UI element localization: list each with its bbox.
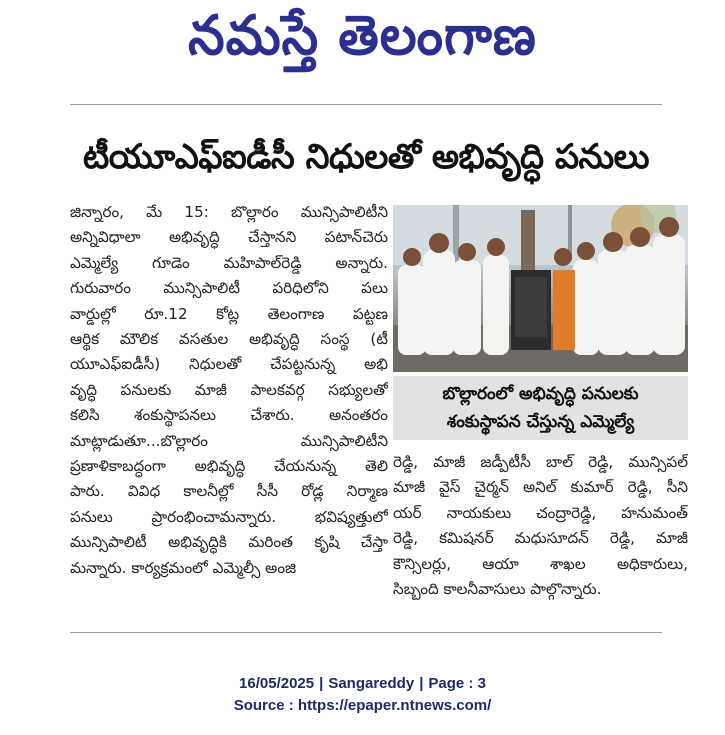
footer-separator: | <box>419 675 424 692</box>
newspaper-masthead: నమస్తే తెలంగాణ <box>188 4 537 68</box>
news-photo <box>393 205 688 372</box>
bottom-divider <box>70 632 662 633</box>
body-line: మాజీ వైస్ చైర్మన్ అనిల్ కుమార్ రెడ్డి, సీని <box>393 478 688 497</box>
body-line: మన్నారు. కార్యక్రమంలో ఎమ్మెల్సీ అంజి <box>70 558 297 577</box>
top-divider <box>70 104 662 105</box>
body-line: గురువారం మున్సిపాలిటీ పరిధిలోని పలు <box>70 279 388 298</box>
body-line: ప్రణాళికాబద్ధంగా అభివృద్ధి చేయనున్న తెలి <box>70 457 388 476</box>
article-body-left-column <box>70 200 388 581</box>
body-line: పారు. వివిధ కాలనీల్లో సీసీ రోడ్ల నిర్మాణ <box>70 482 388 501</box>
footer-source: Source : https://epaper.ntnews.com/ <box>233 697 492 714</box>
body-line: అన్నివిధాలా అభివృద్ధి చేస్తానని పటాన్‌చెరు <box>70 228 388 247</box>
body-line: కౌన్సిలర్లు, ఆయా శాఖల అధికారులు, <box>393 554 688 573</box>
footer-publication-info <box>0 675 725 692</box>
body-line: కలిసి శంకుస్థాపనలు చేశారు. అనంతరం <box>70 406 388 425</box>
body-line: సిబ్బంది కాలనీవాసులు పాల్గొన్నారు. <box>393 580 602 599</box>
footer-date: 16/05/2025 <box>239 675 315 692</box>
body-line: మున్సిపాలిటీ అభివృద్ధికి మరింత కృషి చేస్తా <box>70 533 388 552</box>
news-photo-illustration <box>393 205 688 372</box>
body-line: రెడ్డి, కమిషనర్ మధుసూదన్ రెడ్డి, మాజీ <box>393 529 688 548</box>
body-line: ఆర్థిక మౌలిక వసతుల అభివృద్ధి సంస్థ (టీ <box>70 330 388 349</box>
body-line: వార్డుల్లో రూ.12 కోట్ల తెలంగాణ పట్టణ <box>70 304 388 323</box>
body-line: యర్ నాయకులు చంద్రారెడ్డి, హనుమంత్ <box>393 503 688 522</box>
caption-line: శంకుస్థాపన చేస్తున్న ఎమ్మెల్యే <box>446 412 635 432</box>
caption-line: బొల్లారంలో అభివృద్ధి పనులకు <box>442 384 639 404</box>
footer-page: Page : 3 <box>428 675 486 692</box>
body-line: పనులు ప్రారంభించామన్నారు. భవిష్యత్తులో <box>70 507 388 526</box>
footer-edition: Sangareddy <box>328 675 415 692</box>
photo-caption <box>393 376 688 440</box>
footer-separator: | <box>319 675 324 692</box>
body-line: వృద్ధి పనులకు మాజీ పాలకవర్గ సభ్యులతో <box>70 380 388 399</box>
article-headline: టీయూఎఫ్ఐడీసీ నిధులతో అభివృద్ధి పనులు <box>82 137 650 177</box>
body-line: ఎమ్మెల్యే గూడెం మహిపాల్‌రెడ్డి అన్నారు. <box>70 253 388 272</box>
body-line: మాట్లాడుతూ...బొల్లారం మున్సిపాలిటీని <box>70 431 388 450</box>
body-line: యూఎఫ్ఐడీసీ) నిధులతో చేపట్టనున్న అభి <box>70 355 388 374</box>
body-line: రెడ్డి, మాజీ జడ్పీటీసీ బాల్ రెడ్డి, మున్సిపల్ <box>393 453 688 471</box>
body-line: జిన్నారం, మే 15: బొల్లారం మున్సిపాలిటీని <box>70 203 388 221</box>
article-body-right-column <box>393 450 688 602</box>
